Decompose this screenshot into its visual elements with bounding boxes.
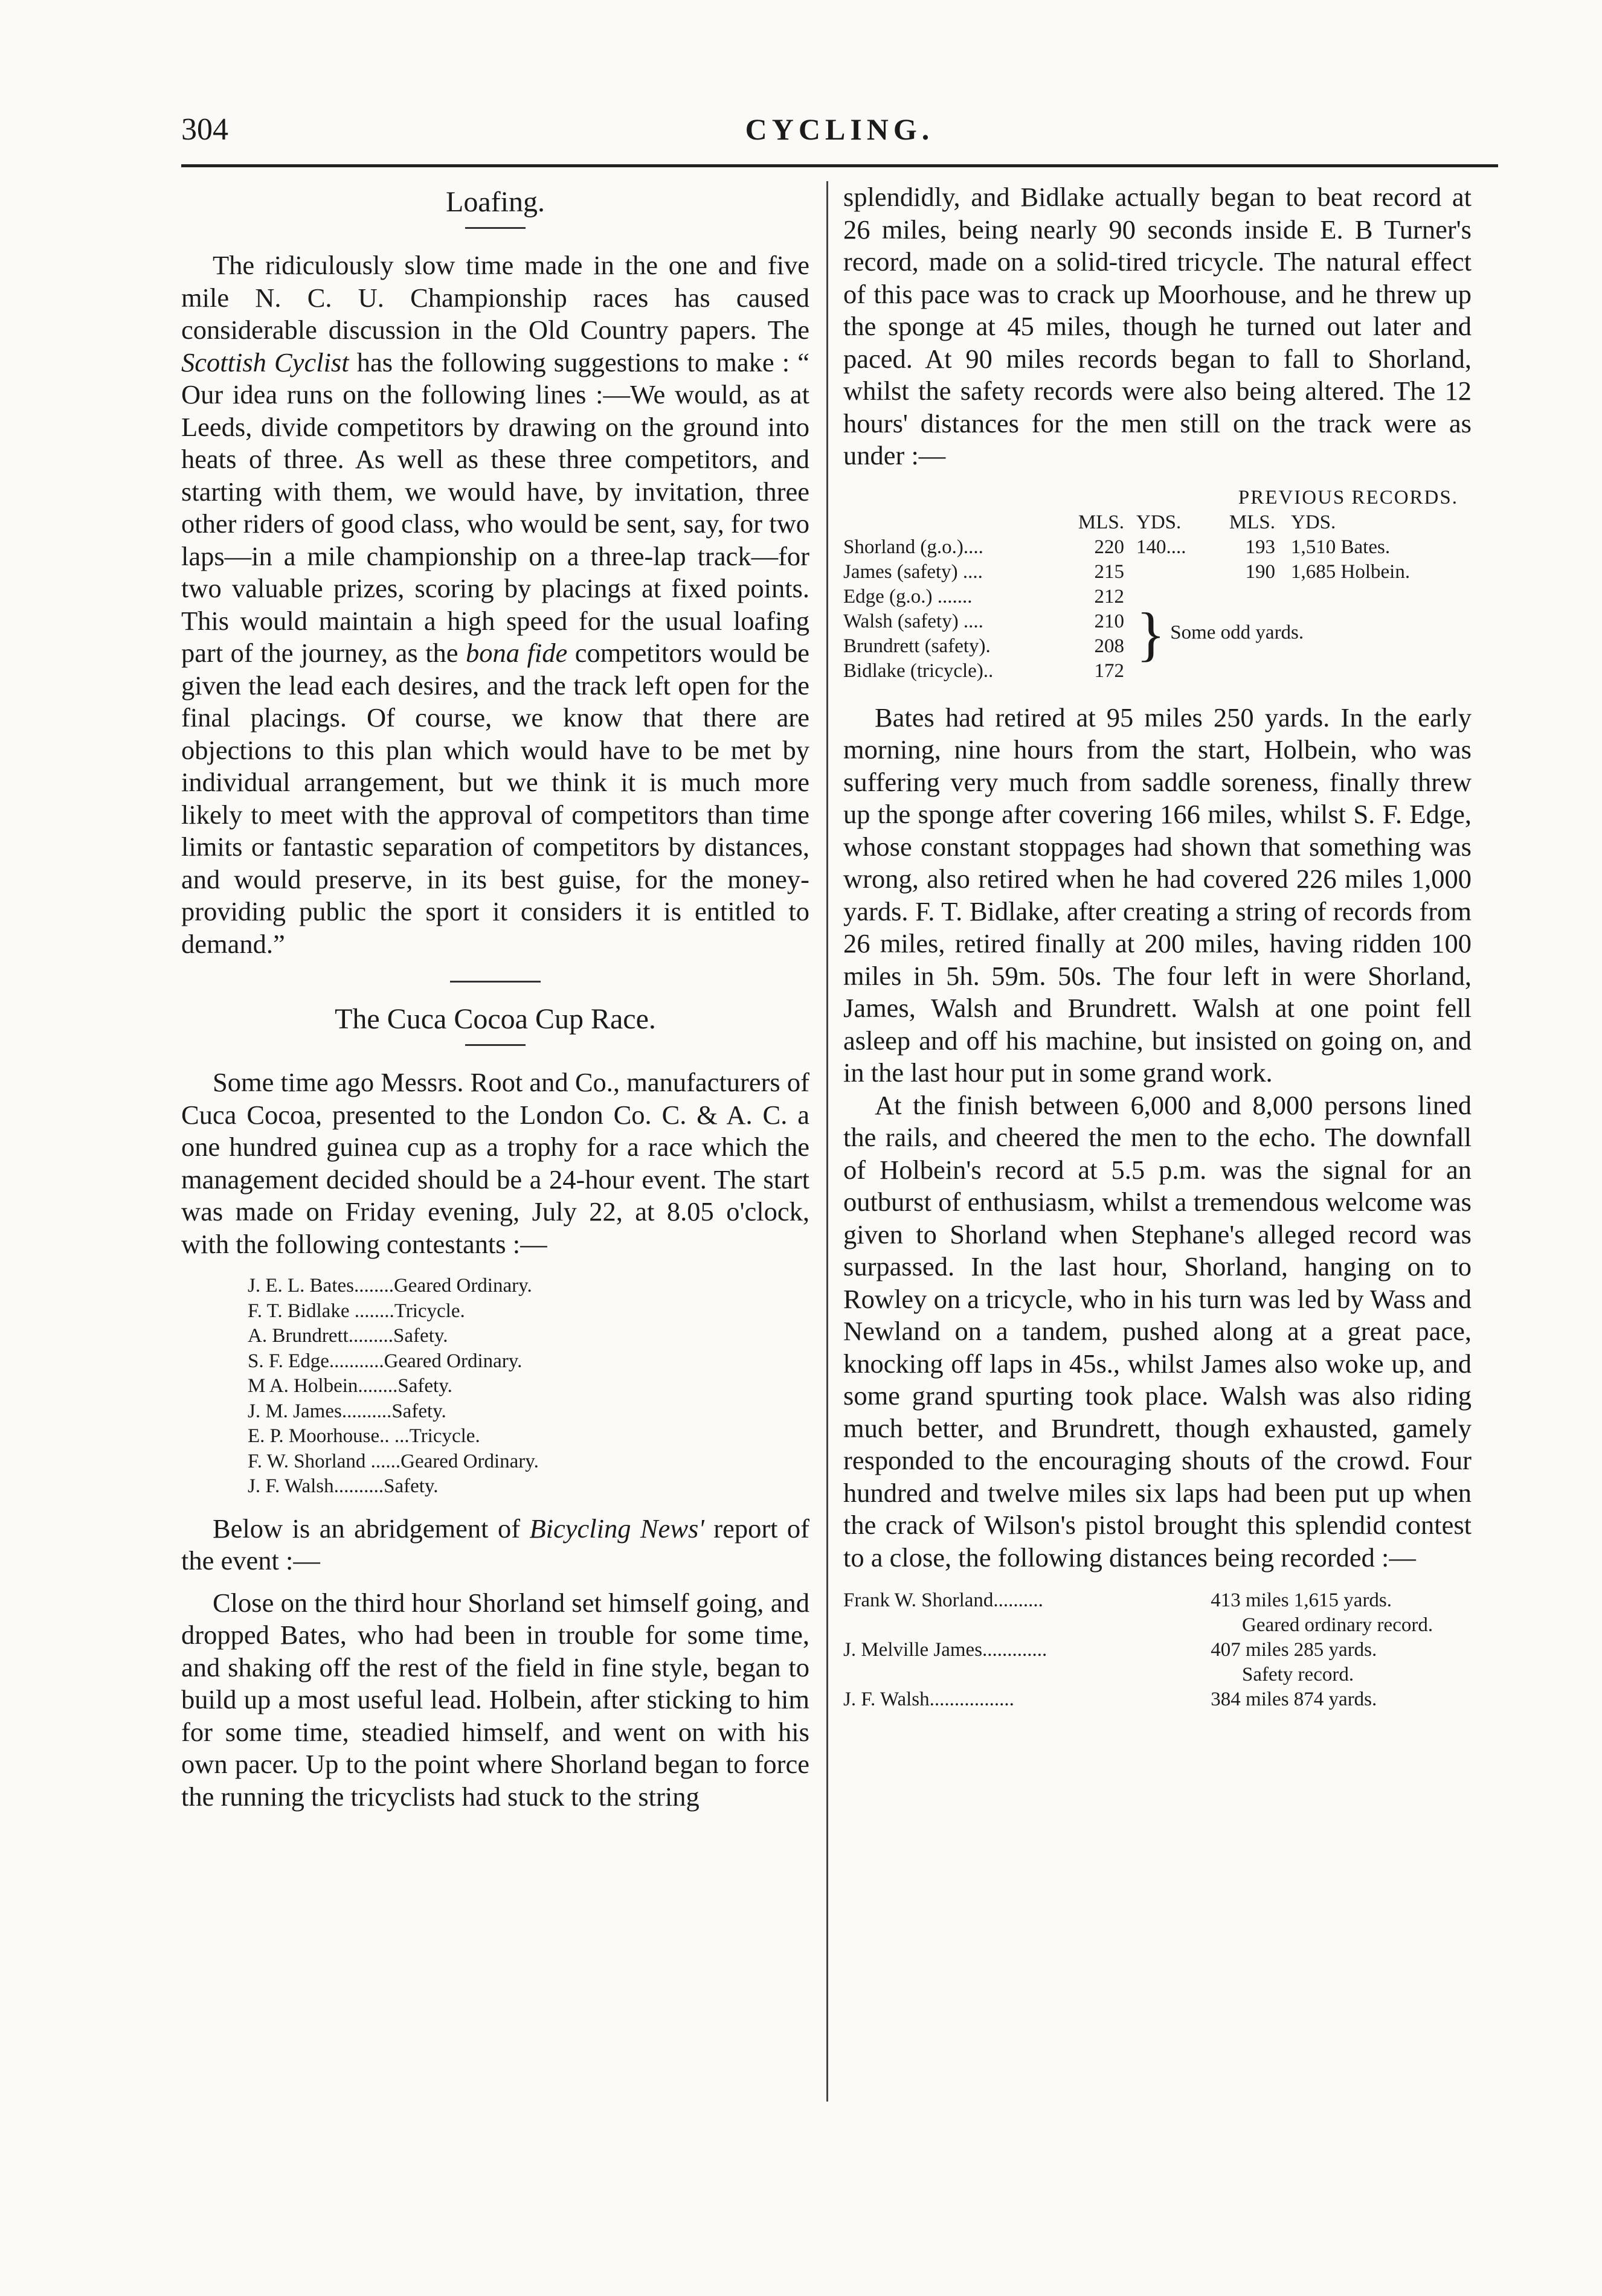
entrant-item: A. Brundrett.........Safety. — [248, 1325, 448, 1347]
cuca-paragraph-retirements: Bates had retired at 95 miles 250 yards. In the early morning, nine hours from the start, Holbein, who was suffering very much from saddle soreness, finally threw up the sponge after covering 166 miles, whilst S. F. Edge, whose constant stoppages had shown that something was wrong, also retired when he had covered 226 miles 1,000 yards. F. T. Bidlake, after creating a string of records from 26 miles, retired finally at 200 miles, having ridden 100 miles in 5h. 59m. 50s. The four left in were Shorland, James, Walsh and Brundrett. Walsh at one point fell asleep and off his machine, but insisted on going on, and in the last hour put in some grand work. — [843, 702, 1472, 1088]
table-row: Walsh (safety) .... 210 — [843, 610, 1124, 632]
cuca-paragraph-finish: At the finish between 6,000 and 8,000 persons lined the rails, and cheered the men to the echo. The downfall of Holbein's record at 5.5 p.m. was the signal for an outburst of enthusiasm, whilst a tremendous welcome was given to Shorland when Stephane's alleged record was surpassed. In the last hour, Shorland, hanging on to Rowley on a tricycle, who in his turn was led by Wass and Newland on a tandem, pushed along at a great pace, knocking off laps in 45s., whilst James also woke up, and some grand spurting took place. Walsh was also riding much better, and Brundrett, though exhausted, gamely responded to the encouraging shouts of the crowd. Four hundred and twelve miles six laps had been put up when the crack of Wilson's pistol brought this splendid contest to a close, the following distances being recorded :— — [843, 1089, 1472, 1573]
entrant-item: S. F. Edge...........Geared Ordinary. — [248, 1350, 523, 1372]
records-note: Some odd yards. — [1170, 621, 1304, 644]
page-header — [181, 112, 1498, 154]
column-header: MLS. — [1078, 511, 1124, 533]
records-heading: PREVIOUS RECORDS. — [1238, 486, 1458, 508]
list-item: Frank W. Shorland.......... 413 miles 1,615 yards. — [843, 1589, 1392, 1611]
result-note: Safety record. — [1242, 1664, 1354, 1685]
left-column — [181, 181, 809, 1813]
loafing-paragraph: The ridiculously slow time made in the one and five mile N. C. U. Championship races has caused considerable discussion in the Old Country papers. The Scottish Cyclist has the following suggestions to make : “ Our idea runs on the following lines :—We would, as at Leeds, divide competitors by drawing on the ground into heats of three. As well as these three competitors, and starting with them, we would have, by invitation, three other riders of good class, who would be sent, say, for two laps—in a mile championship on a three-lap track—for two valuable prizes, scoring by placings at fixed points. This would maintain a high speed for the usual loafing part of the journey, as the bona fide competitors would be given the lead each desires, and the track left open for the final placings. Of course, we know that there are objections to this plan which would have to be met by individual arrangement, but we think it is much more likely to meet with the approval of competitors than time limits or fantastic separation of competitors by distances, and would preserve, in its best guise, for the money-providing public the sport it considers it is entitled to demand.” — [181, 250, 809, 959]
list-item: J. Melville James............. 407 miles 285 yards. — [843, 1639, 1377, 1661]
entrant-item: J. F. Walsh..........Safety. — [248, 1475, 439, 1497]
column-header: MLS. — [1229, 511, 1275, 533]
cuca-paragraph-continued: splendidly, and Bidlake actually began to beat record at 26 miles, being nearly 90 seconds inside E. B Turner's record, made on a solid-tired tricycle. The natural effect of this pace was to crack up Moorhouse, and he threw up the sponge at 45 miles, though he turned out later and paced. At 90 miles records began to fall to Shorland, whilst the safety records were also being altered. The 12 hours' distances for the men still on the track were as under :— — [843, 182, 1472, 470]
column-divider — [826, 181, 828, 2102]
table-row: Brundrett (safety). 208 — [843, 635, 1124, 657]
records-grid — [843, 510, 1410, 684]
table-row: Bidlake (tricycle).. 172 — [843, 659, 1124, 682]
records-header-row — [843, 510, 1410, 535]
entrant-item: J. M. James..........Safety. — [248, 1400, 446, 1422]
cuca-paragraph-intro: Some time ago Messrs. Root and Co., manufacturers of Cuca Cocoa, presented to the London Co. C. & A. C. a one hundred guinea cup as a trophy for a race which the management decided should be a 24-hour event. The start was made on Friday evening, July 22, at 8.05 o'clock, with the following contestants :— — [181, 1067, 809, 1259]
entrant-item: J. E. L. Bates........Geared Ordinary. — [248, 1275, 532, 1297]
loafing-title: Loafing. — [446, 186, 545, 218]
list-item: J. F. Walsh................. 384 miles 874 yards. — [843, 1688, 1377, 1710]
right-column — [843, 181, 1472, 1712]
running-title: CYCLING. — [745, 112, 934, 146]
cuca-title: The Cuca Cocoa Cup Race. — [335, 1003, 656, 1035]
entrant-item: M A. Holbein........Safety. — [248, 1375, 452, 1397]
table-row: Edge (g.o.) ....... 212 } Some odd yards. — [843, 585, 1304, 667]
column-header: YDS. — [1136, 511, 1182, 533]
page-number: 304 — [181, 112, 228, 147]
header-rule — [181, 164, 1498, 167]
cuca-paragraph-abridgement: Below is an abridgement of Bicycling News' report of the event :— — [181, 1513, 809, 1576]
brace-glyph: } — [1136, 600, 1165, 667]
table-row: Shorland (g.o.).... 220 140.... 193 1,510 Bates. — [843, 536, 1391, 558]
title-rule — [465, 1044, 526, 1046]
result-note: Geared ordinary record. — [1242, 1614, 1433, 1636]
cuca-paragraph-report: Close on the third hour Shorland set himself going, and dropped Bates, who had been in trouble for some time, and shaking off the rest of the field in fine style, began to build up a most useful lead. Holbein, after sticking to him for some time, steadied himself, and went on with his own pacer. Up to the point where Shorland began to force the running the tricyclists had stuck to the string — [181, 1587, 809, 1812]
table-row: James (safety) .... 215 190 1,685 Holbein. — [843, 560, 1411, 583]
entrant-item: F. T. Bidlake ........Tricycle. — [248, 1300, 465, 1322]
column-header: YDS. — [1291, 511, 1336, 533]
records-table — [843, 486, 1472, 684]
final-results — [843, 1588, 1472, 1712]
title-rule — [465, 227, 526, 229]
entrant-list — [248, 1274, 809, 1499]
section-rule — [450, 981, 541, 983]
entrant-item: E. P. Moorhouse.. ...Tricycle. — [248, 1425, 480, 1447]
entrant-item: F. W. Shorland ......Geared Ordinary. — [248, 1450, 539, 1472]
